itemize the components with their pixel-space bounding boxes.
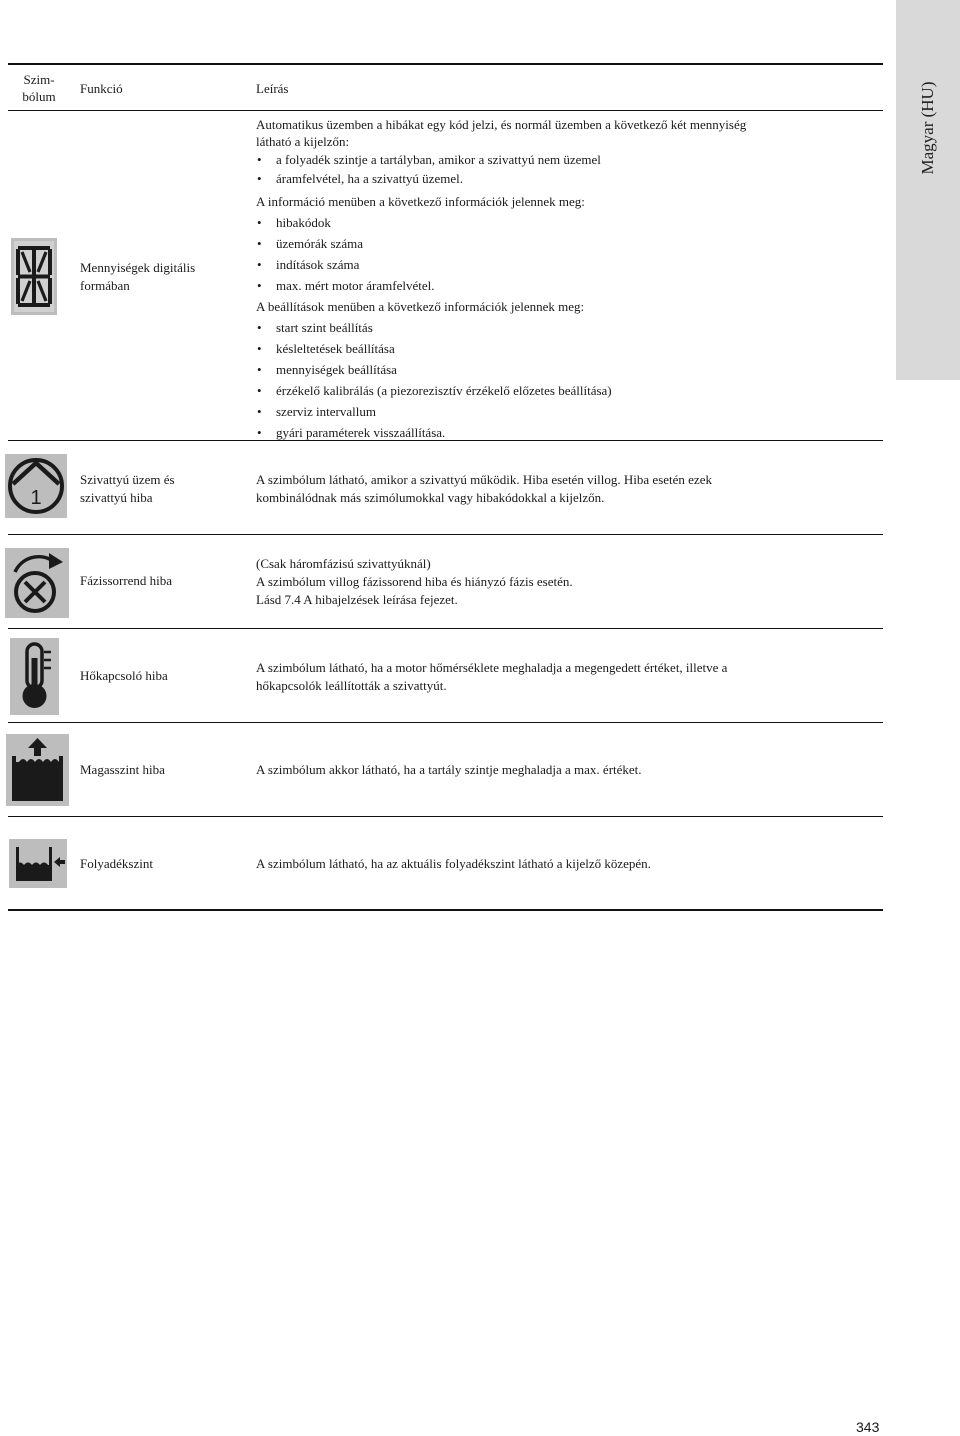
row-rule — [8, 816, 883, 817]
row-rule — [8, 722, 883, 723]
row-rule — [8, 534, 883, 535]
liquid-level-icon — [9, 839, 67, 888]
header-description: Leírás — [256, 81, 289, 96]
description-digital-values: Automatikus üzemben a hibákat egy kód jelzi, és normál üzemben a következő két mennyiség látható a kijelzőn: • a folyadék szintje a tartályban, amikor a szivattyú nem üzemel • áramfelvétel, ha a szivattyú üzemel. A információ menüben a következő információk jelennek meg: • hibakódok • üzemórák száma • indítások száma • max. mért motor áramfelvétel. A beállítások menüben a következő információk jelennek meg: • start szint beállítás • késleltetések beállítása • mennyiségek beállítása • érzékelő kalibrálás (a piezorezisztív érzékelő előzetes beállítása) • szerviz intervallum • gyári paraméterek visszaállítása. — [256, 116, 886, 443]
list-item: • hibakódok — [256, 212, 886, 233]
list-item: • gyári paraméterek visszaállítása. — [256, 422, 886, 443]
list-item: • start szint beállítás — [256, 317, 886, 338]
header-rule — [8, 110, 883, 111]
list-item: • indítások száma — [256, 254, 886, 275]
header-function: Funkció — [80, 81, 123, 96]
function-digital-values: Mennyiségek digitális formában — [80, 260, 196, 293]
description-phase-sequence: (Csak háromfázisú szivattyúknál) A szimbólum villog fázissorend hiba és hiányzó fázis esetén. Lásd 7.4 A hibajelzések leírása fejezet. — [256, 556, 573, 607]
header-symbol: Szim- bólum — [22, 72, 56, 104]
pump-operation-icon — [5, 454, 67, 518]
list-item: • érzékelő kalibrálás (a piezorezisztív érzékelő előzetes beállítása) — [256, 380, 886, 401]
table-top-rule — [8, 63, 883, 65]
list-item: • áramfelvétel, ha a szivattyú üzemel. — [256, 169, 886, 188]
description-liquid-level: A szimbólum látható, ha az aktuális folyadékszint látható a kijelző közepén. — [256, 856, 651, 871]
function-high-level: Magasszint hiba — [80, 762, 165, 777]
description-pump-operation: A szimbólum látható, amikor a szivattyú működik. Hiba esetén villog. Hiba esetén ezek kombinálódnak más szimólumokkal vagy hibakódokkal a kijelzőn. — [256, 472, 712, 505]
pump-number: 1 — [30, 487, 42, 509]
digital-display-icon — [11, 238, 57, 315]
row-rule — [8, 628, 883, 629]
function-pump-operation: Szivattyú üzem és szivattyú hiba — [80, 472, 175, 505]
list-item: • mennyiségek beállítása — [256, 359, 886, 380]
page-number: 343 — [856, 1419, 880, 1435]
list-item: • a folyadék szintje a tartályban, amikor a szivattyú nem üzemel — [256, 150, 886, 169]
list-item: • üzemórák száma — [256, 233, 886, 254]
table-bottom-rule — [8, 909, 883, 911]
language-side-tab — [896, 0, 960, 380]
list-item: • szerviz intervallum — [256, 401, 886, 422]
function-liquid-level: Folyadékszint — [80, 856, 153, 871]
function-phase-sequence: Fázissorrend hiba — [80, 573, 173, 588]
function-thermal-switch: Hőkapcsoló hiba — [80, 668, 168, 683]
description-thermal-switch: A szimbólum látható, ha a motor hőmérséklete meghaladja a megengedett értéket, illetve a hőkapcsolók leállították a szivattyút. — [256, 660, 728, 693]
phase-sequence-icon — [5, 548, 69, 618]
list-item: • max. mért motor áramfelvétel. — [256, 275, 886, 296]
description-high-level: A szimbólum akkor látható, ha a tartály szintje meghaladja a max. értéket. — [256, 762, 642, 777]
list-item: • késleltetések beállítása — [256, 338, 886, 359]
thermometer-icon — [10, 638, 59, 715]
high-level-icon — [6, 734, 69, 806]
language-label: Magyar (HU) — [918, 81, 937, 175]
